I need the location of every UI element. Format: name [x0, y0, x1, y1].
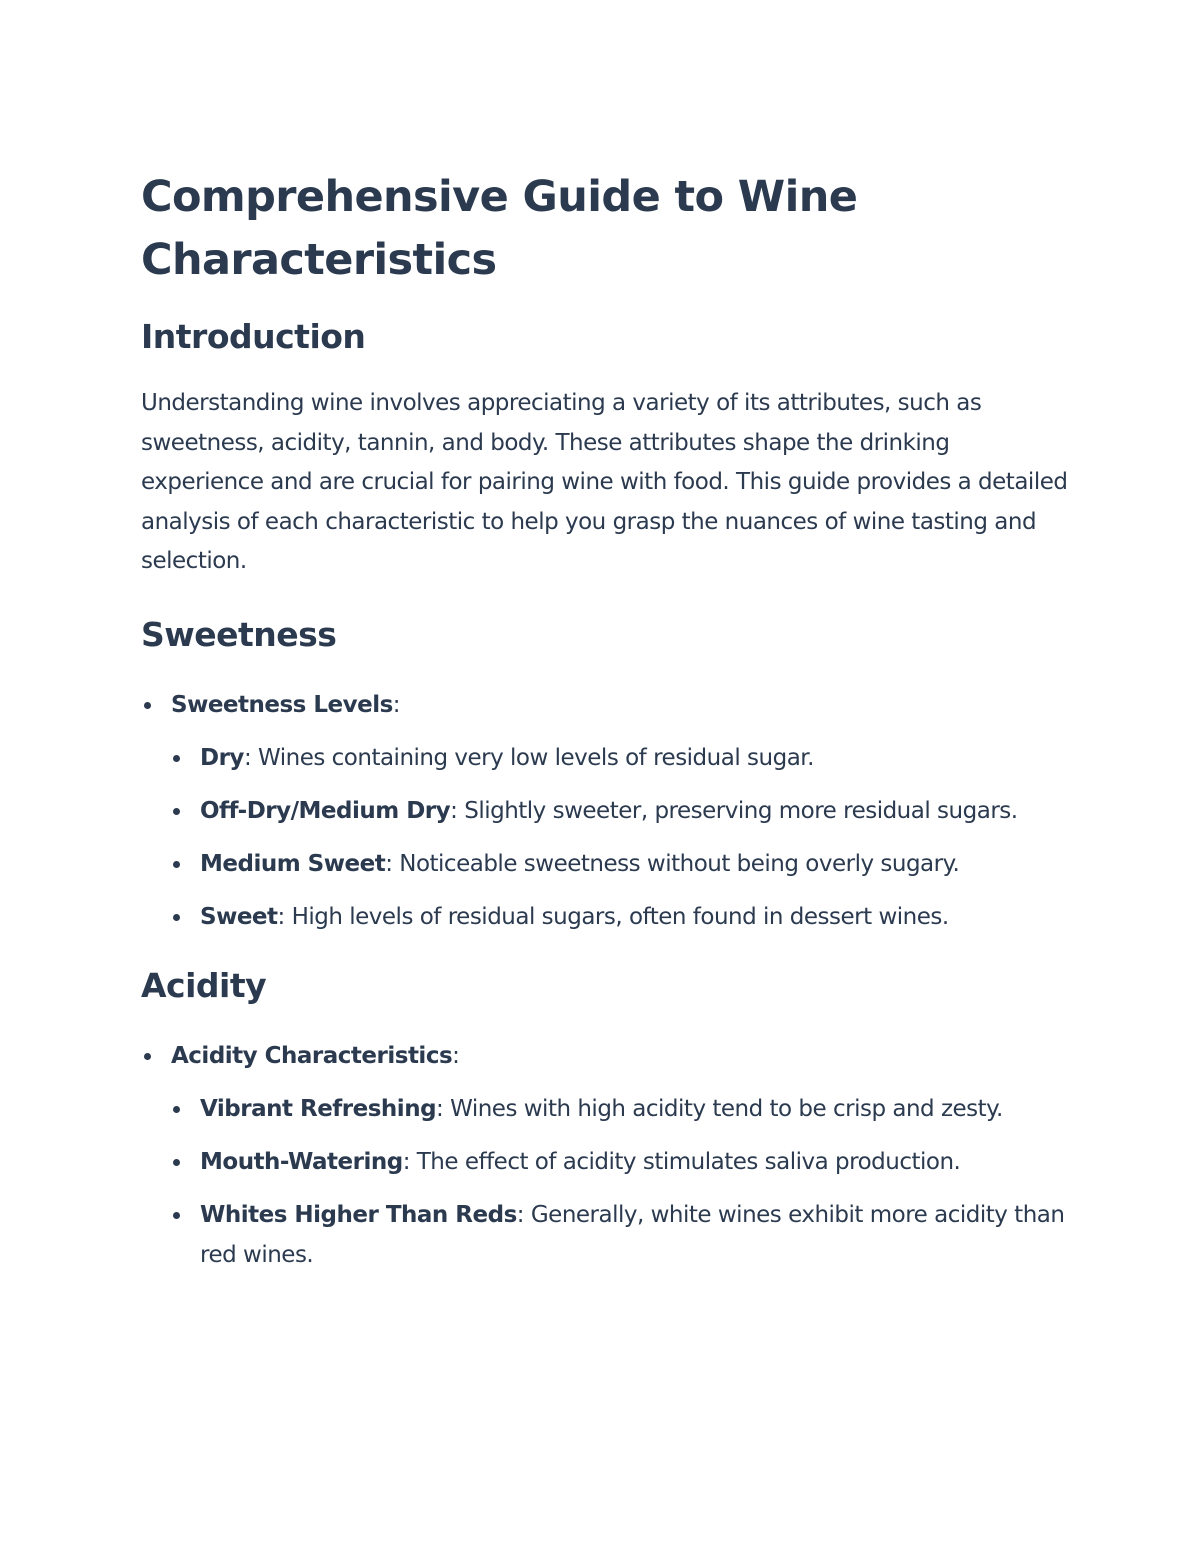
bullet-icon	[173, 861, 180, 868]
group-suffix: :	[392, 691, 401, 718]
acidity-characteristics-list	[171, 1089, 1071, 1275]
list-item	[200, 1195, 1071, 1275]
sweetness-list	[141, 685, 1071, 937]
bullet-icon	[144, 702, 151, 709]
group-label: Sweetness Levels	[171, 691, 393, 718]
group-label: Acidity Characteristics	[171, 1042, 453, 1069]
item-term: Whites Higher Than Reds	[200, 1201, 517, 1228]
acidity-list	[141, 1036, 1071, 1275]
heading-sweetness: Sweetness	[141, 614, 337, 654]
item-description: : High levels of residual sugars, often found in dessert wines.	[277, 903, 949, 930]
group-suffix: :	[452, 1042, 460, 1069]
bullet-icon	[173, 1212, 180, 1219]
bullet-icon	[173, 1106, 180, 1113]
bullet-icon	[173, 755, 180, 762]
list-item	[200, 844, 1071, 884]
item-description: : Noticeable sweetness without being overly sugary.	[385, 850, 960, 877]
item-term: Off-Dry/Medium Dry	[200, 797, 451, 824]
document-title: Comprehensive Guide to Wine Characteristics	[141, 172, 858, 285]
item-description: : Wines with high acidity tend to be crisp and zesty.	[436, 1095, 1003, 1122]
item-description: : The effect of acidity stimulates saliva production.	[402, 1148, 961, 1175]
bullet-icon	[173, 914, 180, 921]
item-description: : Generally, white wines exhibit more acidity than red wines.	[200, 1201, 1065, 1268]
sweetness-levels-list	[171, 738, 1071, 937]
bullet-icon	[144, 1053, 151, 1060]
list-item	[171, 685, 1071, 937]
item-term: Mouth-Watering	[200, 1148, 403, 1175]
list-item	[200, 791, 1071, 831]
list-item	[171, 1036, 1071, 1275]
item-term: Vibrant Refreshing	[200, 1095, 437, 1122]
heading-introduction: Introduction	[141, 317, 366, 356]
item-term: Medium Sweet	[200, 850, 386, 877]
list-item	[200, 1089, 1071, 1129]
list-item	[200, 897, 1071, 937]
item-term: Sweet	[200, 903, 278, 930]
item-description: : Wines containing very low levels of residual sugar.	[243, 744, 814, 771]
bullet-icon	[173, 1159, 180, 1166]
item-description: : Slightly sweeter, preserving more residual sugars.	[450, 797, 1018, 824]
introduction-paragraph: Understanding wine involves appreciating a variety of its attributes, such as sweetness, acidity, tannin, and body. These attributes shape the drinking experience and are crucial for pairing wine with food. This guide provides a detailed analysis of each characteristic to help you grasp the nuances of wine tasting and selection.	[141, 390, 1068, 574]
bullet-icon	[173, 808, 180, 815]
list-item	[200, 738, 1071, 778]
heading-acidity: Acidity	[141, 965, 267, 1005]
list-item	[200, 1142, 1071, 1182]
item-term: Dry	[200, 744, 244, 771]
document-page	[141, 166, 1071, 1275]
